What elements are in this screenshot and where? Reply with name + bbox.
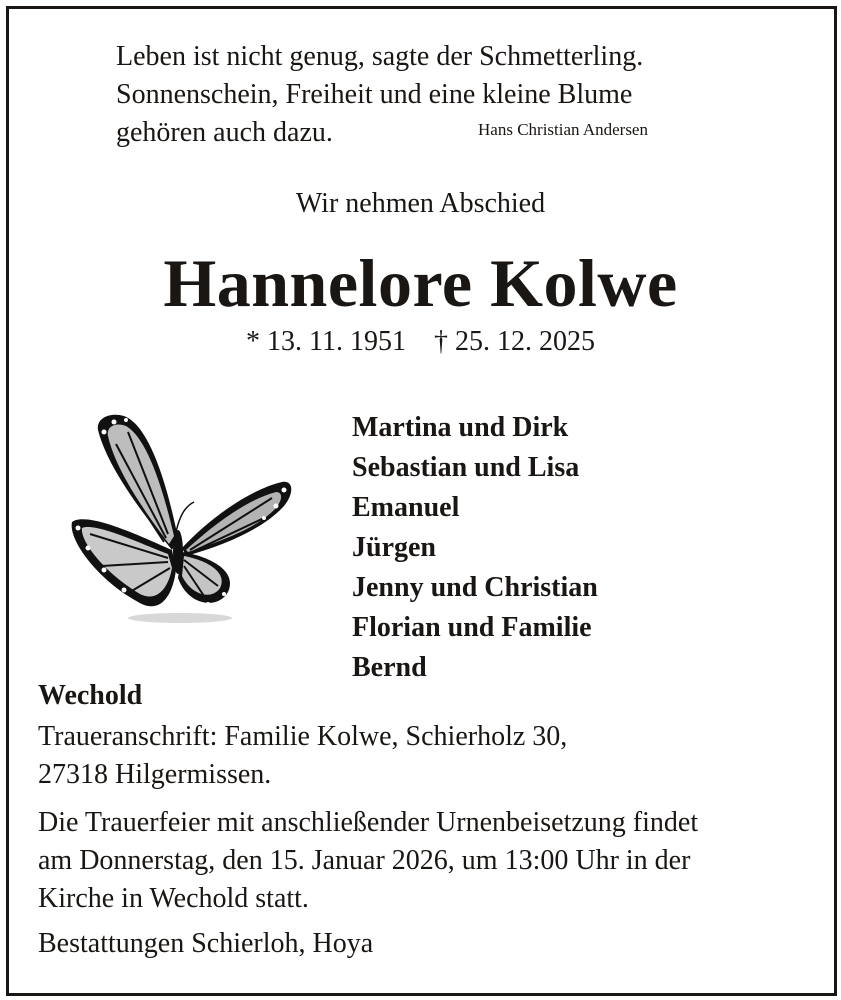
quote-author: Hans Christian Andersen: [478, 120, 648, 139]
family-member: Martina und Dirk: [352, 412, 569, 443]
family-member: Jürgen: [352, 532, 436, 563]
butterfly-icon: [68, 410, 296, 632]
address-line: Traueranschrift: Familie Kolwe, Schierholz 30,: [38, 721, 568, 752]
service-line: Kirche in Wechold statt.: [38, 883, 309, 914]
family-list: [352, 408, 598, 688]
intro-text: Wir nehmen Abschied: [295, 188, 546, 219]
life-dates: * 13. 11. 1951 † 25. 12. 2025: [246, 326, 595, 357]
undertaker-name: Bestattungen Schierloh, Hoya: [38, 928, 374, 959]
quote-line: Leben ist nicht genug, sagte der Schmetterling.: [116, 41, 644, 72]
quote-line: Sonnenschein, Freiheit und eine kleine Blume: [116, 79, 633, 110]
service-line: Die Trauerfeier mit anschließender Urnenbeisetzung findet: [38, 807, 699, 838]
service-line: am Donnerstag, den 15. Januar 2026, um 13:00 Uhr in der: [38, 845, 691, 876]
family-member: Florian und Familie: [352, 612, 592, 643]
place-name: Wechold: [38, 680, 143, 711]
quote-line: gehören auch dazu.: [116, 117, 333, 148]
mourning-address: [38, 718, 567, 794]
family-member: Bernd: [352, 652, 427, 683]
deceased-name: Hannelore Kolwe: [163, 245, 678, 321]
family-member: Emanuel: [352, 492, 460, 523]
family-member: Sebastian und Lisa: [352, 452, 580, 483]
address-line: 27318 Hilgermissen.: [38, 759, 272, 790]
family-member: Jenny und Christian: [352, 572, 598, 603]
service-info: [38, 804, 698, 918]
